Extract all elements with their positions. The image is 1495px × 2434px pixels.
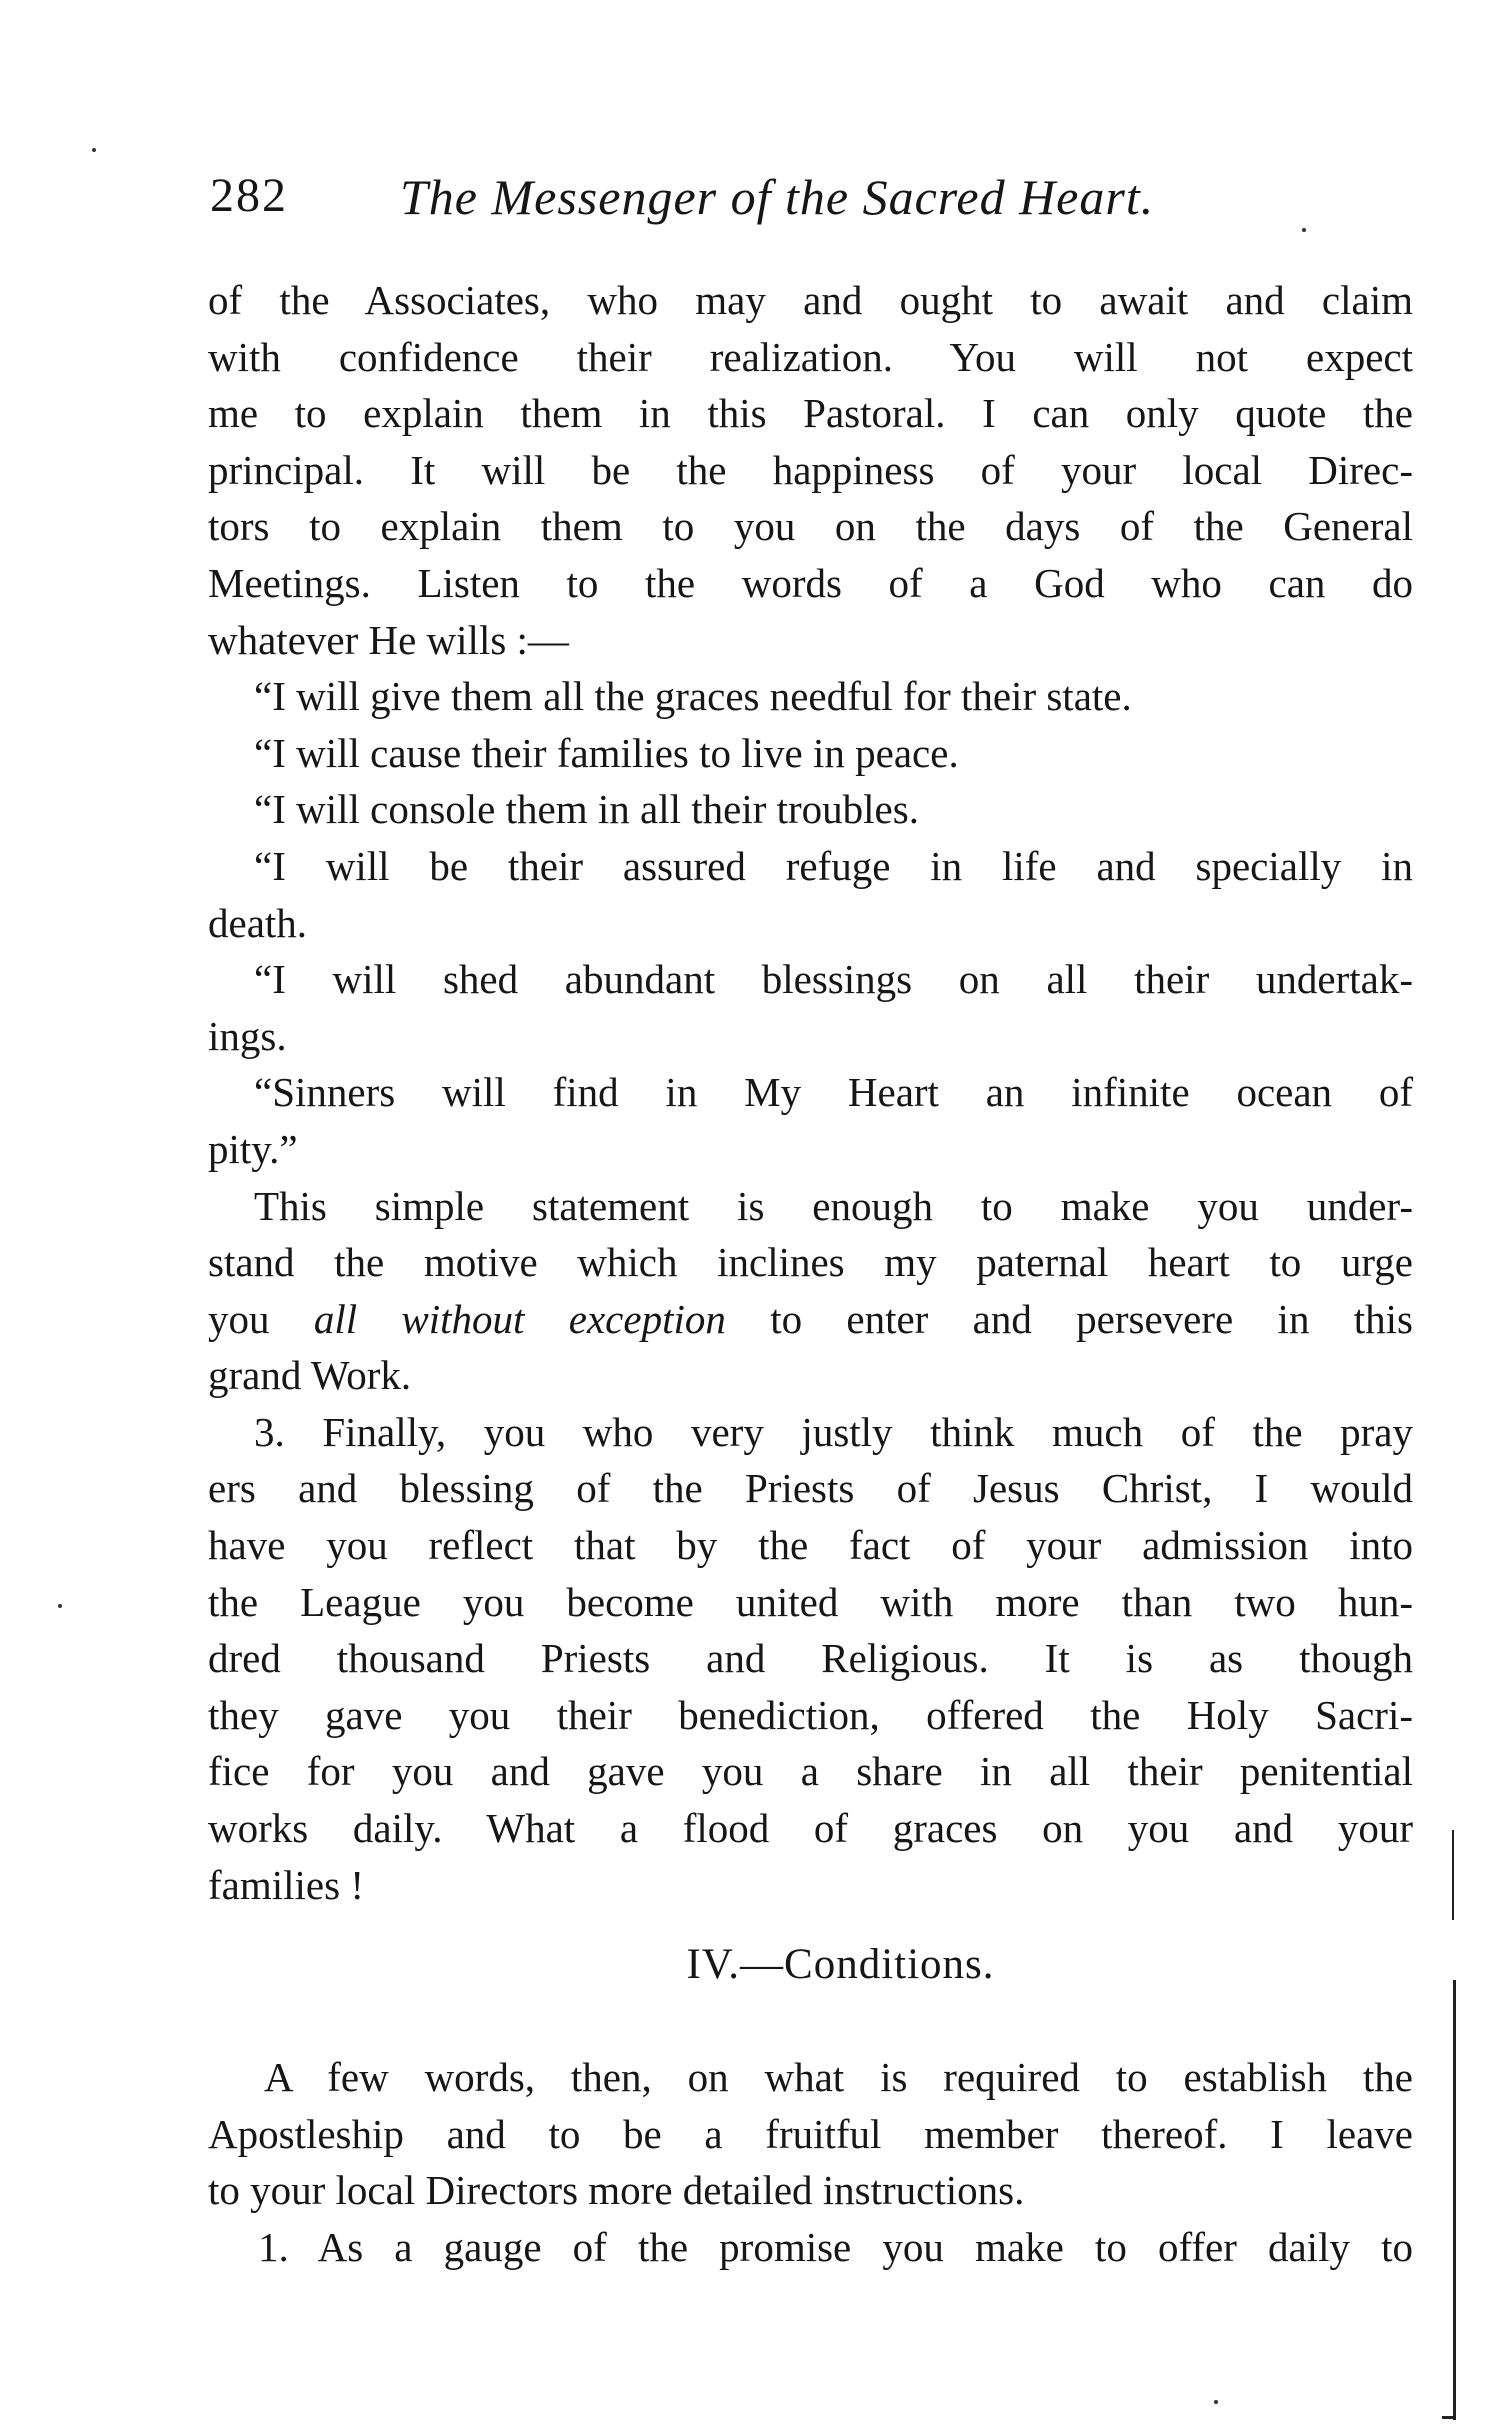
text-line [208, 1291, 1413, 1348]
text-line: A few words, then, on what is required to establish the [264, 2054, 1413, 2101]
text-line: This simple statement is enough to make you under- [254, 1182, 1413, 1229]
promise-line: “I will be their assured refuge in life and specially in [254, 842, 1413, 889]
text-line: principal. It will be the happiness of your local Direc- [208, 446, 1413, 493]
text-line: the League you become united with more than two hun- [208, 1578, 1413, 1625]
promise-line: “I will console them in all their troubles. [254, 786, 919, 833]
speck-mark [58, 1604, 62, 1608]
text-fragment: to enter and persevere in this [770, 1295, 1414, 1342]
text-line: tors to explain them to you on the days of the General [208, 503, 1413, 550]
section-heading: IV.—Conditions. [686, 1941, 995, 1989]
promise-line: “I will cause their families to live in peace. [254, 729, 959, 776]
text-line: to your local Directors more detailed instructions. [208, 2167, 1025, 2214]
page-header [210, 168, 1330, 238]
text-line: 3. Finally, you who very justly think much of the pray [254, 1408, 1413, 1455]
text-line: grand Work. [208, 1352, 412, 1399]
italic-phrase: all without exception [313, 1295, 726, 1342]
text-line: Meetings. Listen to the words of a God who can do [208, 559, 1413, 606]
promise-line: death. [208, 899, 308, 946]
text-line: fice for you and gave you a share in all their penitential [208, 1748, 1413, 1795]
text-line: families ! [208, 1861, 364, 1908]
text-line: ers and blessing of the Priests of Jesus Christ, I would [208, 1465, 1413, 1512]
promise-line: “I will shed abundant blessings on all their undertak- [254, 956, 1413, 1003]
edge-line [1452, 1830, 1454, 1920]
speck-mark [1214, 2400, 1218, 2404]
text-line: 1. As a gauge of the promise you make to offer daily to [258, 2224, 1413, 2270]
edge-line [1453, 1980, 1456, 2420]
running-title: The Messenger of the Sacred Heart. [400, 169, 1155, 225]
text-line: dred thousand Priests and Religious. It is as though [208, 1635, 1413, 1682]
text-line: Apostleship and to be a fruitful member thereof. I leave [208, 2110, 1413, 2157]
page-number: 282 [210, 169, 288, 222]
page-edge-marks [1452, 1830, 1456, 2420]
speck-mark [92, 148, 96, 152]
text-fragment: you [208, 1295, 270, 1342]
promise-line: “I will give them all the graces needful for their state. [254, 673, 1132, 720]
speck-mark [1302, 228, 1306, 232]
text-line: me to explain them in this Pastoral. I can only quote the [208, 390, 1413, 437]
text-line: have you reflect that by the fact of your admission into [208, 1522, 1413, 1569]
promise-line: ings. [208, 1012, 287, 1059]
text-line: they gave you their benediction, offered the Holy Sacri- [208, 1691, 1413, 1738]
text-line: works daily. What a flood of graces on you and your [208, 1805, 1413, 1852]
edge-line [1442, 2416, 1456, 2419]
text-line: of the Associates, who may and ought to await and claim [208, 277, 1413, 323]
text-line: with confidence their realization. You will not expect [208, 333, 1413, 380]
text-line: stand the motive which inclines my paternal heart to urge [208, 1239, 1413, 1286]
promise-line: pity.” [208, 1125, 298, 1172]
promise-line: “Sinners will find in My Heart an infinite ocean of [254, 1069, 1413, 1116]
body-text [208, 272, 1413, 2276]
text-line: whatever He wills :— [208, 616, 569, 663]
